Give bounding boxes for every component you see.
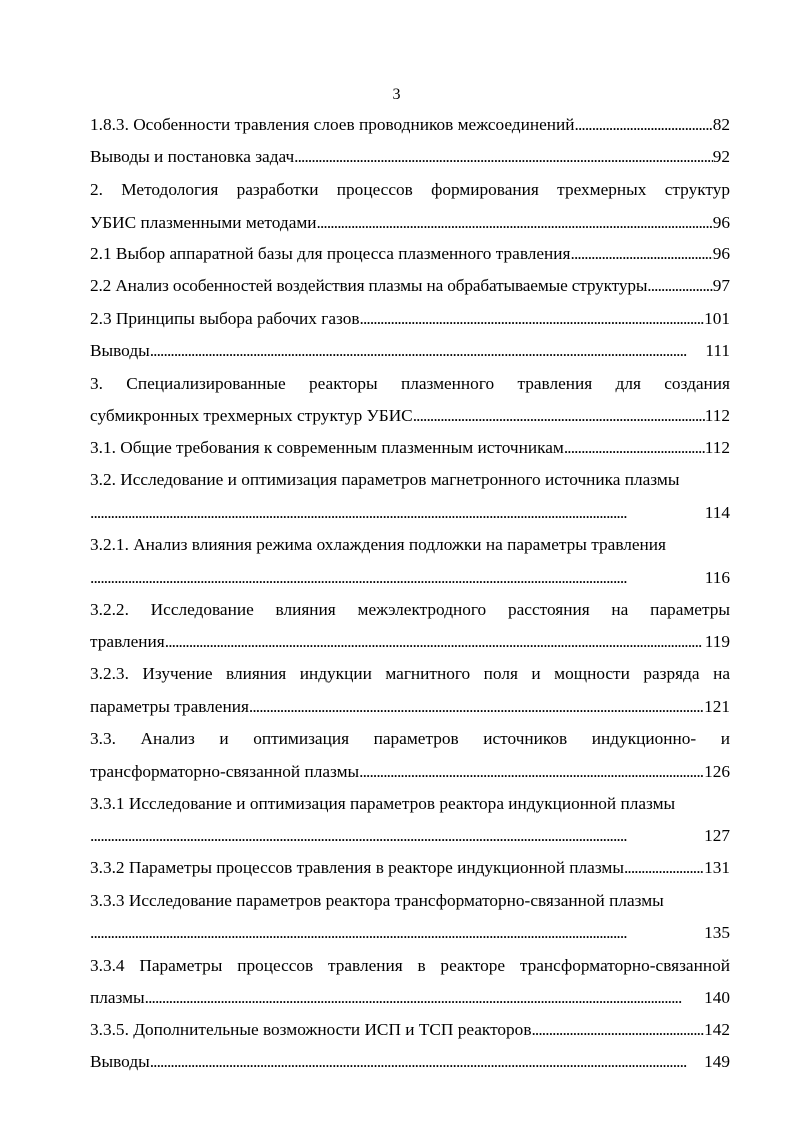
toc-title: субмикронных трехмерных структур УБИС [90, 406, 413, 425]
toc-title: 2.2 Анализ особенностей воздействия плазмы на обрабатываемые структуры [90, 276, 648, 295]
leader-dots [150, 340, 706, 362]
toc-entry[interactable] [90, 308, 730, 330]
toc-page: 116 [704, 568, 730, 587]
page-number: 3 [392, 86, 401, 103]
toc-entry[interactable] [90, 825, 730, 847]
toc-page: 126 [704, 762, 730, 781]
leader-dots [531, 1019, 704, 1041]
toc-page: 119 [704, 632, 730, 651]
toc-title: параметры травления [90, 697, 249, 716]
toc-entry[interactable] [90, 1019, 730, 1041]
toc-title: Выводы и постановка задач [90, 147, 295, 166]
leader-dots [359, 761, 704, 783]
leader-dots [165, 631, 705, 653]
toc-title-line: 2. Методология разработки процессов формирования трехмерных структур [90, 180, 730, 199]
toc-title-line: 3.3.4 Параметры процессов травления в реакторе трансформаторно-связанной [90, 956, 730, 975]
toc-title: трансформаторно-связанной плазмы [90, 762, 360, 781]
toc-title-line: 3.2. Исследование и оптимизация параметров магнетронного источника плазмы [90, 470, 680, 489]
toc-page: 112 [704, 438, 730, 457]
toc-entry[interactable] [90, 857, 730, 879]
toc-entry[interactable] [90, 114, 730, 136]
leader-dots [249, 696, 704, 718]
toc-entry[interactable] [90, 405, 730, 427]
toc-title-line: 3.3. Анализ и оптимизация параметров источников индукционно- и [90, 729, 730, 748]
toc-entry[interactable] [90, 340, 730, 362]
leader-dots [90, 502, 705, 524]
toc-title-line: 3.2.3. Изучение влияния индукции магнитного поля и мощности разряда на [90, 664, 730, 683]
leader-dots [647, 275, 712, 297]
toc-title-line: 3.3.1 Исследование и оптимизация параметров реактора индукционной плазмы [90, 794, 676, 813]
toc-page: 140 [704, 988, 730, 1007]
toc-page: 82 [712, 115, 730, 134]
leader-dots [360, 308, 705, 330]
toc-page: 92 [712, 147, 730, 166]
toc-title: 1.8.3. Особенности травления слоев проводников межсоединений [90, 115, 575, 134]
toc-entry[interactable] [90, 437, 730, 459]
leader-dots [317, 212, 713, 234]
toc-page: 142 [704, 1020, 730, 1039]
toc-page: 97 [712, 276, 730, 295]
toc-page: 96 [712, 213, 730, 232]
toc-entry[interactable] [90, 631, 730, 653]
toc-entry[interactable] [90, 696, 730, 718]
leader-dots [575, 114, 713, 136]
leader-dots [90, 825, 704, 847]
toc-title: 3.1. Общие требования к современным плазменным источникам [90, 438, 564, 457]
leader-dots [90, 922, 704, 944]
toc-title-line: 3.2.2. Исследование влияния межэлектродного расстояния на параметры [90, 600, 730, 619]
toc-page: 131 [704, 858, 730, 877]
toc-entry[interactable] [90, 502, 730, 524]
leader-dots [150, 1051, 704, 1073]
toc-title: 2.1 Выбор аппаратной базы для процесса плазменного травления [90, 244, 571, 263]
toc-title: плазмы [90, 988, 145, 1007]
leader-dots [90, 567, 705, 589]
toc-title: 3.3.5. Дополнительные возможности ИСП и ТСП реакторов [90, 1020, 532, 1039]
toc-title: травления [90, 632, 165, 651]
toc-title: Выводы [90, 341, 150, 360]
toc-entry[interactable] [90, 212, 730, 234]
toc-title-line: 3.3.3 Исследование параметров реактора трансформаторно-связанной плазмы [90, 891, 664, 910]
toc-page: 149 [704, 1052, 730, 1071]
toc-title: УБИС плазменными методами [90, 213, 317, 232]
leader-dots [413, 405, 705, 427]
toc-entry[interactable] [90, 761, 730, 783]
leader-dots [571, 243, 713, 265]
toc-entry[interactable] [90, 243, 730, 265]
toc-title: Выводы [90, 1052, 150, 1071]
leader-dots [294, 146, 713, 168]
toc-title-line: 3.2.1. Анализ влияния режима охлаждения подложки на параметры травления [90, 535, 666, 554]
toc-entry[interactable] [90, 1051, 730, 1073]
leader-dots [145, 987, 704, 1009]
toc-page: 121 [704, 697, 730, 716]
toc-page: 96 [712, 244, 730, 263]
toc-title: 2.3 Принципы выбора рабочих газов [90, 309, 360, 328]
toc-page: 112 [704, 406, 730, 425]
toc-title-line: 3. Специализированные реакторы плазменного травления для создания [90, 374, 730, 393]
toc-entry[interactable] [90, 922, 730, 944]
toc-page: 135 [704, 923, 730, 942]
toc-page: 114 [704, 503, 730, 522]
toc-title: 3.3.2 Параметры процессов травления в реакторе индукционной плазмы [90, 858, 624, 877]
leader-dots [624, 857, 704, 879]
toc-entry[interactable] [90, 567, 730, 589]
toc-entry[interactable] [90, 275, 730, 297]
toc-entry[interactable] [90, 987, 730, 1009]
toc-page: 101 [704, 309, 730, 328]
toc-entry[interactable] [90, 146, 730, 168]
toc-page: 111 [705, 341, 730, 360]
toc-page: 127 [704, 826, 730, 845]
leader-dots [564, 437, 705, 459]
